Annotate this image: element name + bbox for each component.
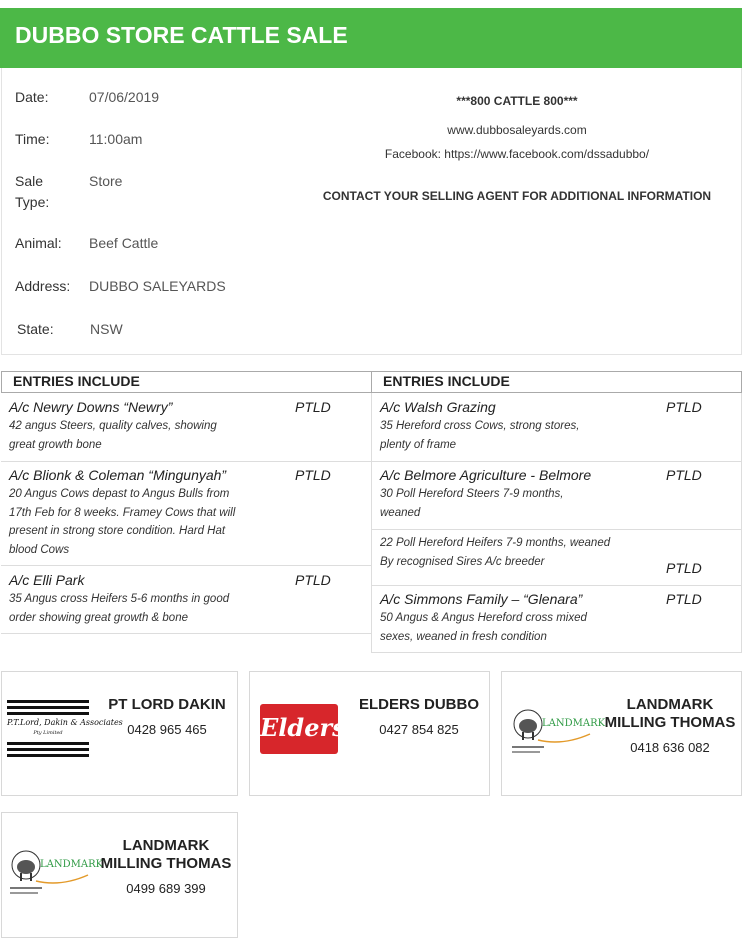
entries-right-column [371,371,742,653]
agent-phone[interactable]: 0418 636 082 [630,740,710,755]
page-title: DUBBO STORE CATTLE SALE [15,22,348,48]
sale-details-panel [1,68,742,355]
entry-name: A/c Simmons Family – “Glenara” [380,591,583,607]
logo-text: P.T.Lord, Dakin & Associates [7,718,123,727]
detail-value: 11:00am [89,131,143,147]
contact-notice: CONTACT YOUR SELLING AGENT FOR ADDITIONAL INFORMATION [322,189,712,203]
entry-agent: PTLD [295,572,331,588]
detail-label: Date: [15,89,49,105]
pt-lord-dakin-logo [7,700,123,758]
entry-name: A/c Elli Park [9,572,85,588]
entry-name: A/c Blionk & Coleman “Mingunyah” [9,467,227,483]
detail-value: NSW [90,321,123,337]
entry-agent: PTLD [295,399,331,415]
entry-agent: PTLD [666,399,702,415]
agent-phone[interactable]: 0499 689 399 [126,881,206,896]
entry-name: A/c Newry Downs “Newry” [9,399,173,415]
agent-name: ELDERS DUBBO [358,696,479,713]
entry-item [371,586,742,653]
agent-name: LANDMARK MILLING THOMAS [100,837,232,872]
landmark-logo-text: LANDMARK [40,859,104,870]
detail-value: Store [89,173,123,189]
elders-logo-text: Elders [260,713,346,742]
entry-item [371,462,742,530]
entry-agent: PTLD [666,560,702,576]
cattle-count-headline: ***800 CATTLE 800*** [456,94,578,108]
elders-logo [260,704,346,754]
entry-item [1,566,372,634]
detail-value: 07/06/2019 [89,89,160,105]
detail-label: Animal: [15,235,62,251]
entry-item [1,393,372,462]
entry-description: 30 Poll Hereford Steers 7-9 months, weaned [380,488,564,519]
detail-value: Beef Cattle [89,235,159,251]
entries-left-column [1,371,372,634]
landmark-logo [6,837,104,903]
agent-card-elders-dubbo [249,671,490,796]
detail-label: Sale Type: [15,173,50,210]
entry-description: 22 Poll Hereford Heifers 7-9 months, weaned By recognised Sires A/c breeder [380,537,611,568]
entry-name: A/c Belmore Agriculture - Belmore [380,467,592,483]
entry-item [371,530,742,586]
entry-item [1,462,372,566]
website-link[interactable]: www.dubbosaleyards.com [447,123,587,137]
detail-label: State: [17,321,54,337]
entries-heading: ENTRIES INCLUDE [371,371,742,393]
agent-card-pt-lord-dakin [1,671,238,796]
page-header [0,8,742,68]
entry-description: 35 Hereford cross Cows, strong stores, plenty of frame [380,420,580,451]
agent-name: LANDMARK MILLING THOMAS [604,696,736,731]
agent-phone[interactable]: 0428 965 465 [127,722,207,737]
detail-value: DUBBO SALEYARDS [89,278,226,294]
agent-card-landmark-2 [1,812,238,938]
detail-label: Time: [15,131,50,147]
entry-description: 50 Angus & Angus Hereford cross mixed sexes, weaned in fresh condition [380,612,587,643]
logo-subtext: Pty Limited [33,730,63,736]
entry-description: 20 Angus Cows depast to Angus Bulls from 17th Feb for 8 weeks. Framey Cows that will present in strong store condition. Hard Hat blood Cows [9,488,236,556]
entry-name: A/c Walsh Grazing [380,399,496,415]
landmark-logo [508,696,606,762]
entries-heading: ENTRIES INCLUDE [1,371,372,393]
agent-name: PT LORD DAKIN [108,696,226,713]
entry-description: 42 angus Steers, quality calves, showing great growth bone [9,420,217,451]
entry-description: 35 Angus cross Heifers 5-6 months in good order showing great growth & bone [9,593,230,624]
landmark-logo-text: LANDMARK [542,718,606,729]
agent-phone[interactable]: 0427 854 825 [379,722,459,737]
entry-agent: PTLD [666,591,702,607]
agent-card-landmark-1 [501,671,742,796]
detail-label: Address: [15,278,71,294]
entry-agent: PTLD [666,467,702,483]
entry-agent: PTLD [295,467,331,483]
facebook-link[interactable]: Facebook: https://www.facebook.com/dssadubbo/ [384,147,650,161]
entry-item [371,393,742,462]
